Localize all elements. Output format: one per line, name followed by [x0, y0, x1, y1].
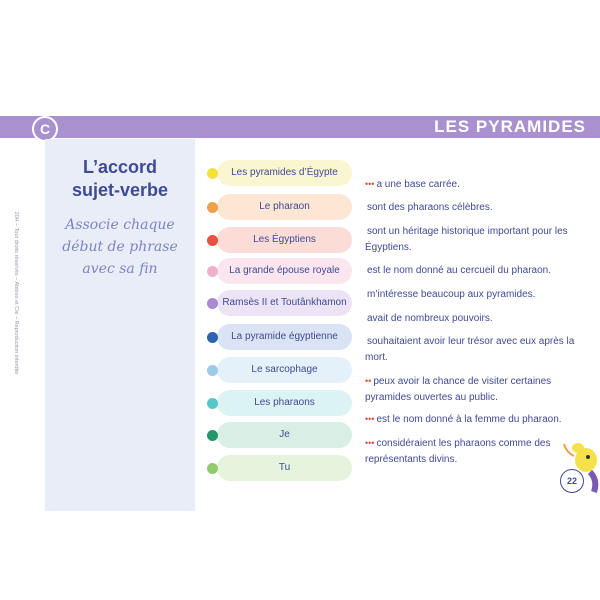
sentence-ending-text: souhaitaient avoir leur trésor avec eux après la mort.	[365, 336, 575, 363]
sentence-start[interactable]	[205, 194, 348, 220]
sentence-ending[interactable]	[365, 262, 575, 279]
sentence-ending[interactable]	[365, 333, 575, 366]
sentence-start-label: Les Égyptiens	[217, 227, 352, 253]
sentence-start-label: Je	[217, 422, 352, 448]
sentence-ending-text: avait de nombreux pouvoirs.	[367, 313, 493, 324]
instruction-line-1: Associe chaque	[65, 217, 175, 233]
sentence-start-label: La pyramide égyptienne	[217, 324, 352, 350]
sentence-ending-text: considéraient les pharaons comme des représentants divins.	[365, 438, 551, 465]
sentence-ending-text: a une base carrée.	[376, 179, 460, 190]
sentence-ending-text: m’intéresse beaucoup aux pyramides.	[367, 289, 536, 300]
sentence-ending-text: est le nom donné au cercueil du pharaon.	[367, 265, 552, 276]
color-dot-icon	[207, 365, 218, 376]
sentence-start[interactable]	[205, 160, 348, 186]
instruction	[45, 214, 195, 280]
dots-icon: •••	[365, 438, 375, 448]
sentence-start-label: Tu	[217, 455, 352, 481]
sentence-ending[interactable]	[365, 373, 575, 406]
dots-icon: •••	[365, 179, 375, 189]
sentence-ending-text: sont des pharaons célèbres.	[367, 202, 493, 213]
color-dot-icon	[207, 266, 218, 277]
color-dot-icon	[207, 398, 218, 409]
sentence-start-label: Le sarcophage	[217, 357, 352, 383]
color-dot-icon	[207, 298, 218, 309]
dots-icon: ••	[365, 376, 372, 386]
section-title: LES PYRAMIDES	[434, 117, 586, 136]
dots-icon: •••	[365, 414, 375, 424]
sentence-start-label: Le pharaon	[217, 194, 352, 220]
sentence-ending[interactable]	[365, 199, 575, 216]
title-line-1: L’accord	[82, 157, 158, 177]
sentence-start[interactable]	[205, 422, 348, 448]
sentence-ending-text: sont un héritage historique important pour les Égyptiens.	[365, 226, 568, 253]
side-caption	[11, 198, 21, 398]
color-dot-icon	[207, 202, 218, 213]
sentence-start-label: Les pharaons	[217, 390, 352, 416]
color-dot-icon	[207, 332, 218, 343]
sentence-ending-text: est le nom donné à la femme du pharaon.	[376, 414, 562, 425]
color-dot-icon	[207, 463, 218, 474]
sentence-ending[interactable]	[365, 411, 575, 428]
sentence-start[interactable]	[205, 357, 348, 383]
sentence-start[interactable]	[205, 258, 348, 284]
color-dot-icon	[207, 235, 218, 246]
copyright-caption: 20H – Tout droits réservés – Abitres et Cie – Reproduction interdite	[13, 211, 19, 375]
sentence-start-label: Ramsès II et Toutânkhamon	[217, 290, 352, 316]
color-dot-icon	[207, 168, 218, 179]
sentence-ending[interactable]	[365, 286, 575, 303]
sentence-ending[interactable]	[365, 435, 575, 468]
instruction-line-3: avec sa fin	[82, 261, 158, 277]
color-dot-icon	[207, 430, 218, 441]
sentence-start[interactable]	[205, 390, 348, 416]
sentence-ending[interactable]	[365, 223, 575, 256]
title-line-2: sujet-verbe	[71, 180, 169, 200]
chapter-badge: C	[32, 116, 58, 142]
page-number: 22	[560, 469, 584, 493]
sentence-start[interactable]	[205, 455, 348, 481]
page-title	[45, 156, 195, 202]
instruction-line-2: début de phrase	[62, 239, 178, 255]
sentence-ending[interactable]	[365, 310, 575, 327]
sentence-start[interactable]	[205, 227, 348, 253]
sentence-ending[interactable]	[365, 176, 575, 193]
sentence-ending-text: peux avoir la chance de visiter certaines pyramides ouvertes au public.	[365, 376, 552, 403]
sentence-start[interactable]	[205, 290, 348, 316]
sentence-start-label: La grande épouse royale	[217, 258, 352, 284]
sentence-start[interactable]	[205, 324, 348, 350]
sentence-start-label: Les pyramides d’Égypte	[217, 160, 352, 186]
